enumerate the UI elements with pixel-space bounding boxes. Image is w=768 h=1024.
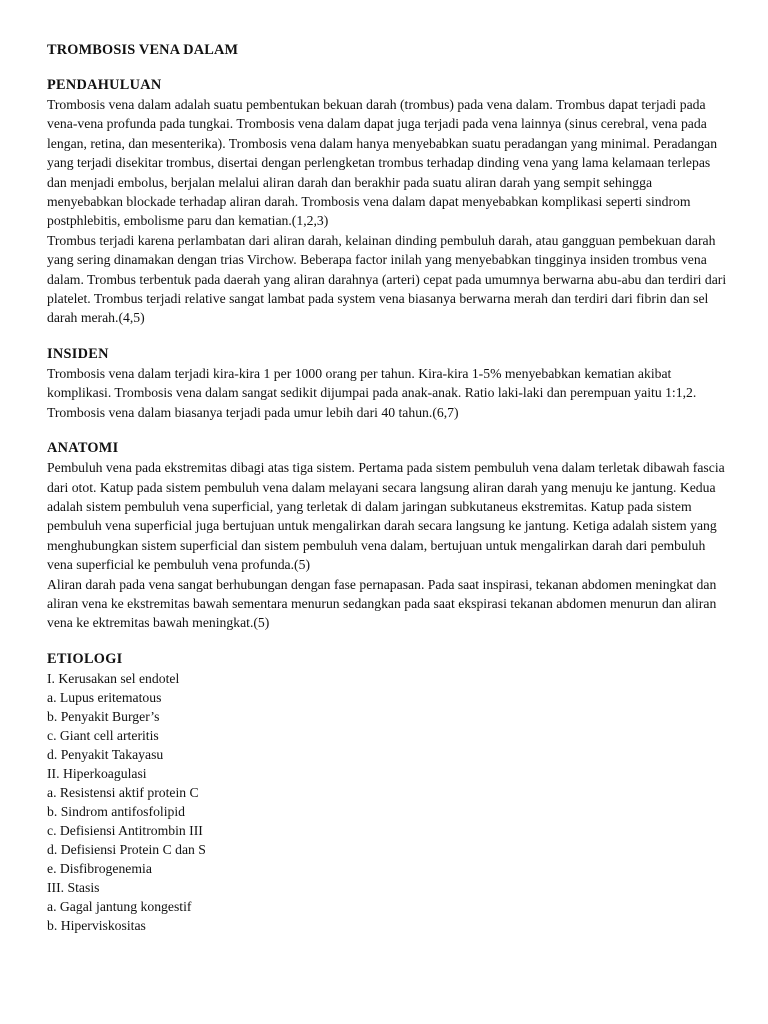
- paragraph-pendahuluan-1: Trombosis vena dalam adalah suatu pembentukan bekuan darah (trombus) pada vena dalam. Trombus dapat terjadi pada vena-vena profunda pada tungkai. Trombosis vena dalam dapat juga terjadi pada vena lainnya (sinus cerebral, vena pada lengan, retina, dan mesenterika). Trombosis vena dalam hanya menyebabkan suatu peradangan yang minimal. Peradangan yang terjadi disekitar trombus, disertai dengan perlengketan trombus terhadap dinding vena yang lama kelamaan terlepas dan menjadi embolus, berjalan melalui aliran darah dan berakhir pada suatu aliran darah yang sempit sehingga menyebabkan blockade terhadap aliran darah. Trombosis vena dalam dapat menyebabkan komplikasi seperti sindrom postphlebitis, embolisme paru dan kematian.(1,2,3): [47, 97, 718, 229]
- paragraph-anatomi-1: Pembuluh vena pada ekstremitas dibagi atas tiga sistem. Pertama pada sistem pembuluh vena dalam terletak dibawah fascia dari otot. Katup pada sistem pembuluh vena dalam melayani secara langsung aliran darah yang menuju ke jantung. Kedua adalah sistem pembuluh vena superficial, yang terletak di dalam jaringan subkutaneus ekstremitas. Katup pada sistem pembuluh vena superficial juga bertujuan untuk mengalirkan darah secara langsung ke jantung. Ketiga adalah sistem yang menghubungkan sistem superficial dan sistem pembuluh vena dalam, bertujuan untuk mengalirkan darah dari pembuluh vena superficial ke pembuluh vena profunda.(5): [47, 460, 725, 573]
- list-item: d. Defisiensi Protein C dan S: [47, 841, 206, 857]
- list-item: a. Lupus eritematous: [47, 689, 162, 705]
- section-heading-anatomi: ANATOMI: [47, 440, 119, 457]
- section-heading-etiologi: ETIOLOGI: [47, 650, 123, 667]
- list-item: c. Defisiensi Antitrombin III: [47, 822, 203, 838]
- etiologi-list: [47, 669, 728, 935]
- list-item: III. Stasis: [47, 879, 100, 895]
- list-item: II. Hiperkoagulasi: [47, 765, 147, 781]
- list-item: a. Gagal jantung kongestif: [47, 898, 192, 914]
- paragraph-pendahuluan-2: Trombus terjadi karena perlambatan dari aliran darah, kelainan dinding pembuluh darah, atau gangguan pembekuan darah yang sering dinamakan dengan trias Virchow. Beberapa factor inilah yang menyebabkan tingginya insiden trombus vena dalam. Trombus terbentuk pada daerah yang aliran darahnya (arteri) cepat pada umumnya berwarna abu-abu dan terdiri dari platelet. Trombus terjadi relative sangat lambat pada system vena biasanya berwarna merah dan terdiri dari fibrin dan sel darah merah.(4,5): [47, 232, 727, 326]
- list-item: b. Sindrom antifosfolipid: [47, 803, 186, 819]
- section-heading-pendahuluan: PENDAHULUAN: [47, 77, 162, 93]
- list-item: e. Disfibrogenemia: [47, 860, 152, 876]
- list-item: a. Resistensi aktif protein C: [47, 784, 199, 800]
- section-heading-insiden: INSIDEN: [47, 345, 109, 362]
- list-item: b. Hiperviskositas: [47, 917, 146, 933]
- paragraph-insiden-1: Trombosis vena dalam terjadi kira-kira 1 per 1000 orang per tahun. Kira-kira 1-5% menyebabkan kematian akibat komplikasi. Trombosis vena dalam sangat sedikit dijumpai pada anak-anak. Ratio laki-laki dan perempuan yaitu 1:1,2. Trombosis vena dalam biasanya terjadi pada umur lebih dari 40 tahun.(6,7): [47, 365, 697, 420]
- document-title: TROMBOSIS VENA DALAM: [47, 42, 239, 58]
- paragraph-anatomi-2: Aliran darah pada vena sangat berhubungan dengan fase pernapasan. Pada saat inspirasi, tekanan abdomen meningkat dan aliran vena ke ekstremitas bawah sementara menurun sedangkan pada saat ekspirasi tekanan abdomen menurun dan aliran vena ke ektremitas bawah meningkat.(5): [47, 576, 717, 631]
- list-item: c. Giant cell arteritis: [47, 727, 159, 743]
- list-item: d. Penyakit Takayasu: [47, 746, 164, 762]
- list-item: I. Kerusakan sel endotel: [47, 670, 180, 686]
- list-item: b. Penyakit Burger’s: [47, 708, 160, 724]
